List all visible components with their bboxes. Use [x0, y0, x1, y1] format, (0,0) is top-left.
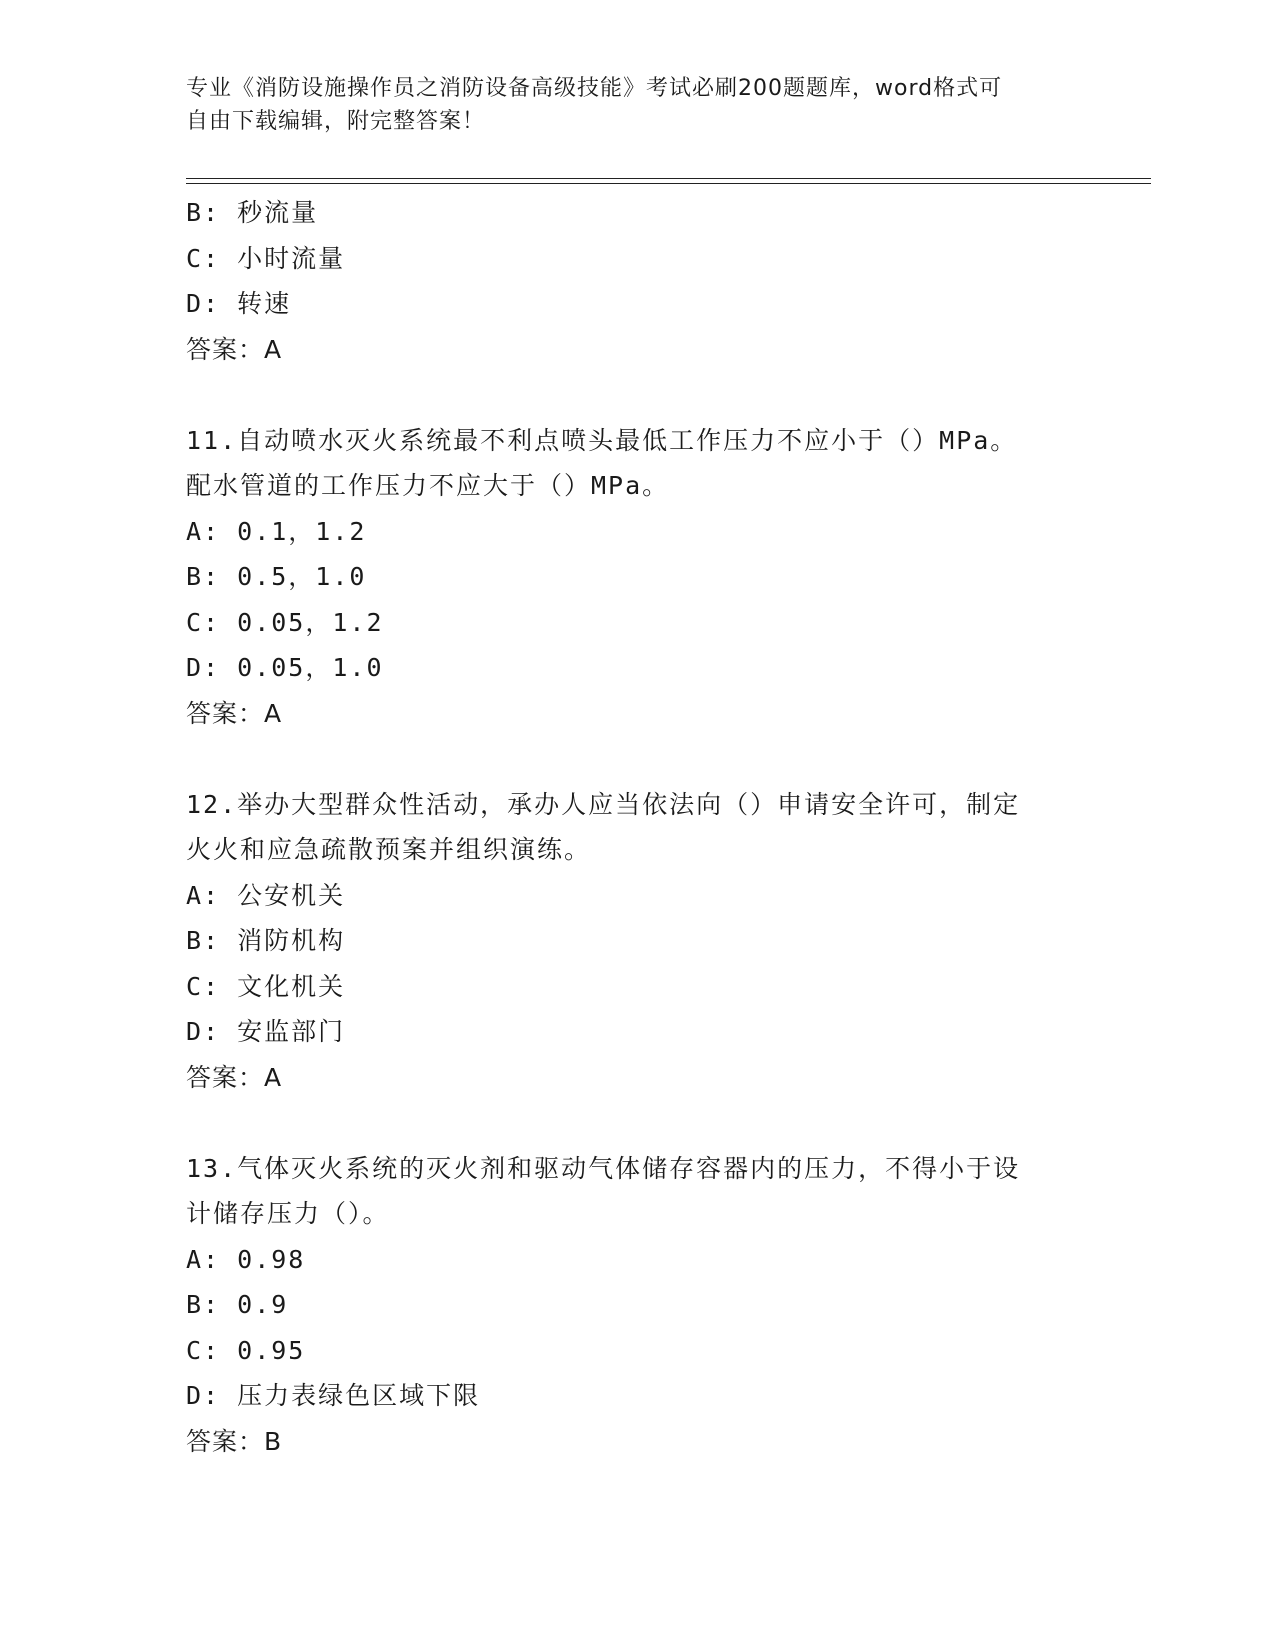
header-divider-top	[186, 178, 1151, 179]
question-block-13	[186, 1146, 1066, 1465]
option-c: C: 0.05，1.2	[186, 607, 384, 637]
answer-line: 答案：B	[186, 1426, 283, 1456]
option-c: C: 小时流量	[186, 243, 346, 273]
question-stem-line-2: 火火和应急疏散预案并组织演练。	[186, 835, 592, 864]
question-stem-line-2: 计储存压力（）。	[186, 1199, 390, 1228]
question-block-10	[186, 190, 1066, 372]
question-stem-line-2: 配水管道的工作压力不应大于（）MPa。	[186, 471, 670, 500]
spacer	[186, 1100, 1066, 1146]
option-a: A: 0.1，1.2	[186, 516, 367, 546]
answer-line: 答案：A	[186, 698, 283, 728]
option-d: D: 压力表绿色区域下限	[186, 1381, 481, 1410]
question-block-12	[186, 782, 1066, 1101]
document-header	[186, 72, 1066, 138]
option-a: A: 公安机关	[186, 880, 346, 910]
option-c: C: 文化机关	[186, 971, 346, 1001]
option-d: D: 0.05，1.0	[186, 653, 384, 682]
option-d: D: 安监部门	[186, 1017, 346, 1046]
spacer	[186, 372, 1066, 418]
question-stem-line-1: 12.举办大型群众性活动，承办人应当依法向（）申请安全许可，制定	[186, 789, 1021, 819]
answer-line: 答案：A	[186, 1062, 283, 1092]
question-stem-line-1: 11.自动喷水灭火系统最不利点喷头最低工作压力不应小于（）MPa。	[186, 425, 1018, 455]
option-a: A: 0.98	[186, 1244, 306, 1274]
question-block-11	[186, 418, 1066, 737]
question-stem-line-1: 13.气体灭火系统的灭火剂和驱动气体储存容器内的压力，不得小于设	[186, 1153, 1021, 1183]
option-b: B: 秒流量	[186, 198, 319, 227]
option-c: C: 0.95	[186, 1335, 306, 1365]
option-b: B: 0.9	[186, 1290, 289, 1319]
header-divider-bottom	[186, 183, 1151, 184]
document-body	[186, 190, 1066, 1464]
answer-line: 答案：A	[186, 334, 283, 364]
header-line-2: 自由下载编辑，附完整答案！	[186, 109, 486, 134]
option-d: D: 转速	[186, 289, 292, 318]
spacer	[186, 736, 1066, 782]
option-b: B: 消防机构	[186, 926, 346, 955]
option-b: B: 0.5，1.0	[186, 562, 367, 591]
header-line-1: 专业《消防设施操作员之消防设备高级技能》考试必刷200题题库，word格式可	[186, 76, 1003, 101]
